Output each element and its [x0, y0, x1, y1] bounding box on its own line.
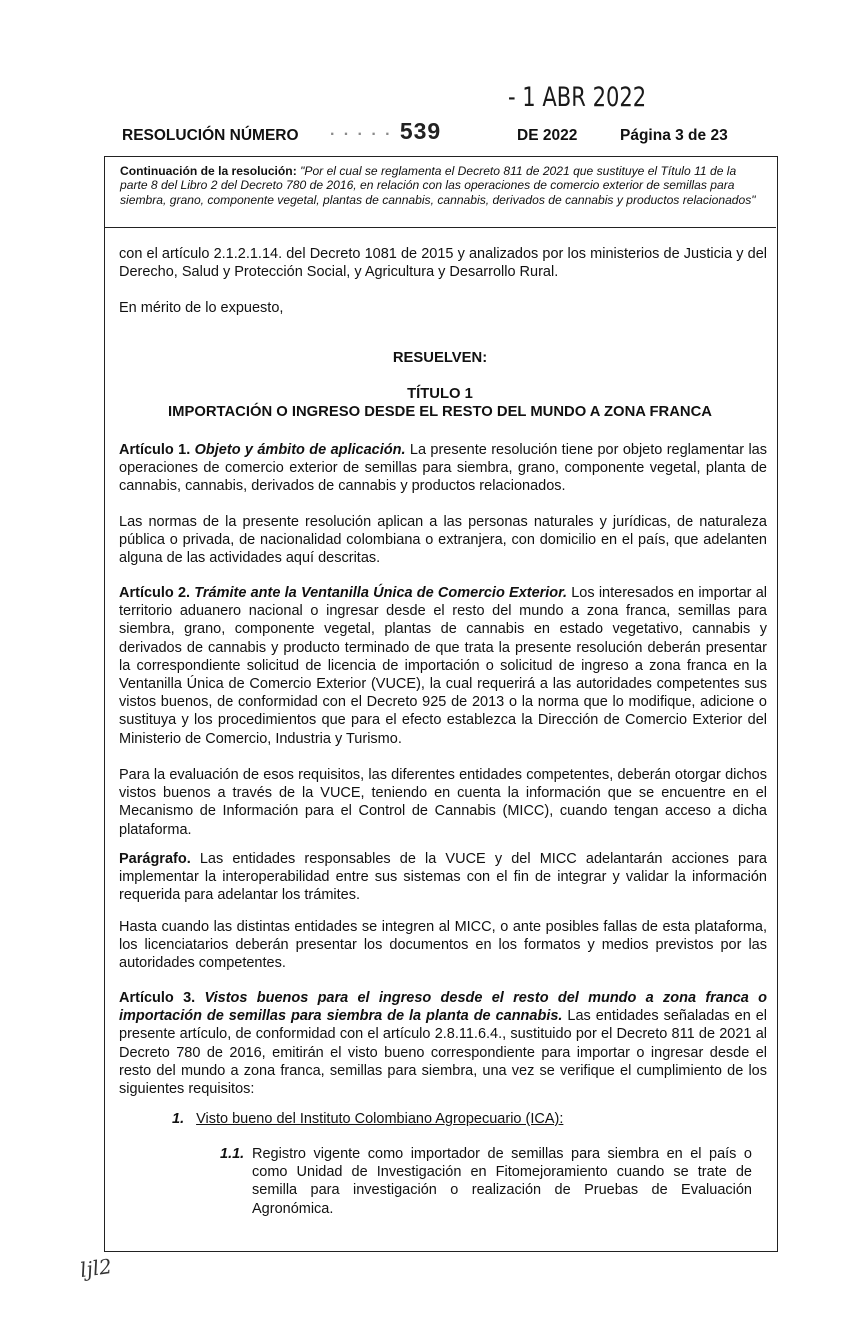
page-number: Página 3 de 23 [620, 127, 728, 144]
resuelven-heading: RESUELVEN: [392, 350, 488, 366]
paragraph-merito: En mérito de lo expuesto, [119, 300, 284, 316]
continuation-label: Continuación de la resolución: [120, 164, 297, 178]
resolution-number [330, 118, 441, 145]
titulo-subheading: IMPORTACIÓN O INGRESO DESDE EL RESTO DEL MUNDO A ZONA FRANCA [168, 404, 712, 420]
resolution-label: RESOLUCIÓN NÚMERO [122, 127, 299, 144]
list-item-1-number: 1. [172, 1111, 185, 1127]
resolution-year: DE 2022 [517, 127, 578, 144]
article-2-text: Los interesados en importar al territorio aduanero nacional o ingresar desde el resto del mundo a zona franca, semillas para siembra, grano, componente vegetal, plantas de cannabis en estado vegetativo, cannabis y derivados de cannabis y producto terminado de que trata la presente resolución deberán presentar la correspondiente solicitud de licencia de importación o solicitud de ingreso a zona franca en la Ventanilla Única de Comercio Exterior (VUCE), la cual requerirá a las autoridades competentes sus vistos buenos, de conformidad con el Decreto 925 de 2013 o la norma que lo modifique, adicione o sustituya y los procedimientos que para el efecto establezca la Dirección de Comercio Exterior del Ministerio de Comercio, Industria y Turismo. [119, 585, 767, 747]
handwritten-initials: ljl2 [78, 1253, 114, 1283]
titulo-heading: TÍTULO 1 [407, 386, 473, 402]
list-item-1-1-number: 1.1. [220, 1146, 245, 1162]
article-1-label: Artículo 1. [119, 442, 191, 458]
paragraph-normas: Las normas de la presente resolución aplican a las personas naturales y jurídicas, de naturaleza pública o privada, de nacionalidad colombiana o extranjera, con domicilio en el país, que adelanten alguna de las actividades aquí descritas. [119, 514, 767, 567]
resolution-number-faint: · · · · · [330, 126, 393, 143]
article-3-text: Las entidades señaladas en el presente artículo, de conformidad con el artículo 2.8.11.6.4., sustituido por el Decreto 811 de 2021 al Decreto 780 de 2016, emitirán el visto bueno correspondiente para importar o ingresar desde el resto del mundo a zona franca, semillas para siembra, una vez se verifique el cumplimiento de los siguientes requisitos: [119, 1008, 767, 1098]
paragraph-evaluacion: Para la evaluación de esos requisitos, las diferentes entidades competentes, deberán otorgar dichos vistos buenos a través de la VUCE, teniendo en cuenta la información que se encuentre en el Mecanismo de Información para el Control de Cannabis (MICC), cuando tengan acceso a dicha plataforma. [119, 767, 767, 838]
article-1 [119, 441, 767, 496]
article-3 [119, 989, 767, 1098]
resolution-number-value: 539 [399, 118, 442, 144]
article-1-text: La presente resolución tiene por objeto reglamentar las operaciones de comercio exterior de semillas para siembra, grano, componente vegetal, planta de cannabis, cannabis, derivados de cannabis y productos relacionados. [119, 442, 767, 495]
article-3-title: Vistos buenos para el ingreso desde el resto del mundo a zona franca o importación de semillas para siembra de la planta de cannabis. [119, 990, 768, 1025]
paragrafo-text: Las entidades responsables de la VUCE y del MICC adelantarán acciones para implementar la interoperabilidad entre sus sistemas con el fin de integrar y validar la información requerida para adelantar los trámites. [119, 851, 767, 904]
paragraph-intro: con el artículo 2.1.2.1.14. del Decreto 1081 de 2015 y analizados por los ministerios de Justicia y del Derecho, Salud y Protección Social, y Agricultura y Desarrollo Rural. [119, 246, 767, 281]
list-item-1-1-text: Registro vigente como importador de semillas para siembra en el país o como Unidad de Investigación en Fitomejoramiento cuando se trate de semilla para investigación o realización de Pruebas de Evaluación Agronómica. [252, 1146, 752, 1217]
paragrafo-label: Parágrafo. [119, 851, 191, 867]
continuation-box [104, 156, 776, 228]
article-3-label: Artículo 3. [119, 990, 196, 1006]
article-2-label: Artículo 2. [119, 585, 191, 601]
article-2-title: Trámite ante la Ventanilla Única de Comercio Exterior. [194, 585, 568, 601]
continuation-text: "Por el cual se reglamenta el Decreto 811 de 2021 que sustituye el Título 11 de la parte 8 del Libro 2 del Decreto 780 de 2016, en relación con las operaciones de comercio exterior de semillas para siembra, grano, componente vegetal, plantas de cannabis, cannabis, derivados de cannabis y productos relacionados" [120, 164, 756, 207]
list-item-1-1 [220, 1145, 752, 1218]
article-2 [119, 584, 767, 748]
paragraph-hasta: Hasta cuando las distintas entidades se integren al MICC, o ante posibles fallas de esta plataforma, los licenciatarios deberán presentar los documentos en los formatos y medios previstos por las autoridades competentes. [119, 919, 767, 972]
date-stamp: - 1 ABR 2022 [508, 82, 647, 113]
article-1-title: Objeto y ámbito de aplicación. [194, 442, 406, 458]
paragrafo [119, 850, 767, 905]
list-item-1-text: Visto bueno del Instituto Colombiano Agropecuario (ICA): [196, 1111, 564, 1127]
list-item-1 [172, 1111, 563, 1127]
